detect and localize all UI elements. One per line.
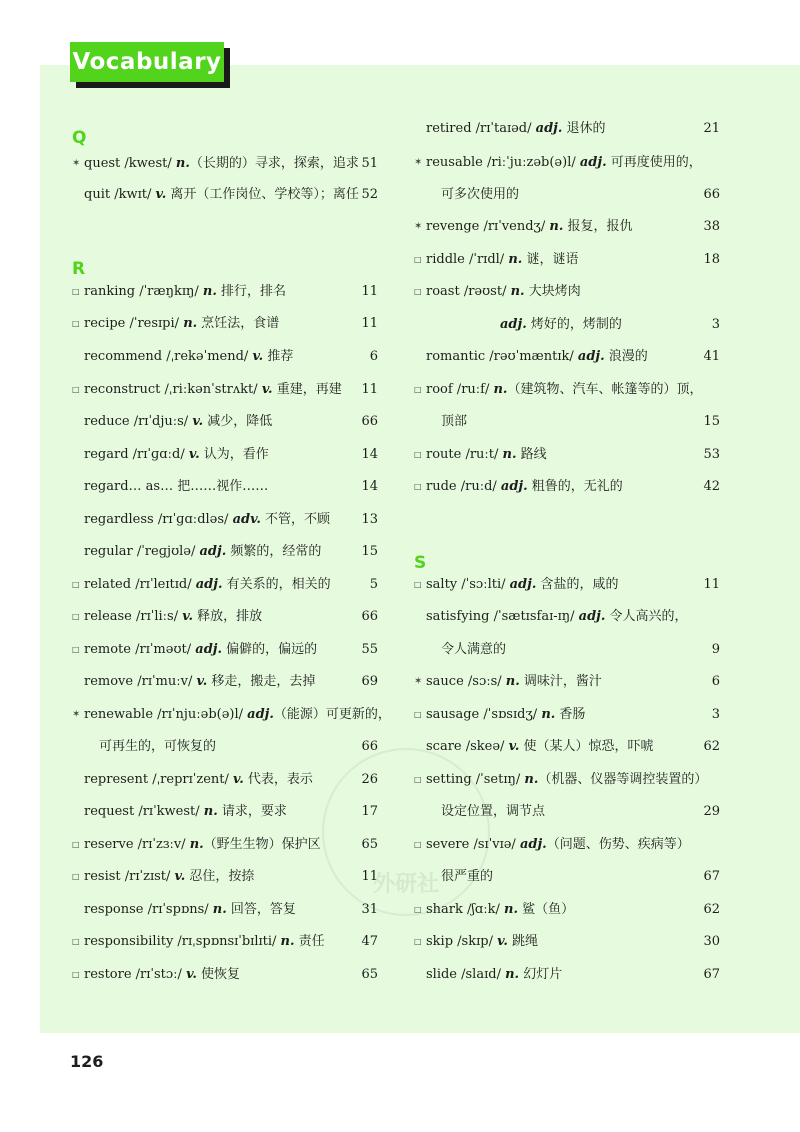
star-marker-icon: ✶ [414, 221, 423, 232]
entry-page-number: 65 [361, 967, 378, 982]
entry-page-number: 17 [361, 804, 378, 819]
entry-page-number: 53 [703, 447, 720, 462]
glossary-entry [72, 898, 378, 922]
entry-text: roast /rəʊst/ n. 大块烤肉 [426, 284, 581, 299]
glossary-entry [414, 963, 720, 987]
glossary-entry [414, 833, 720, 857]
entry-text: slide /slaɪd/ n. 幻灯片 [426, 967, 563, 982]
entry-text: regardless /rɪˈɡɑːdləs/ adv. 不管，不顾 [84, 512, 330, 527]
entry-text: quit /kwɪt/ v. 离开（工作岗位、学校等）；离任 [84, 187, 359, 202]
entry-text: 可多次使用的 [441, 187, 520, 202]
square-marker-icon: □ [72, 645, 80, 654]
glossary-entry [414, 117, 720, 141]
glossary-entry [414, 800, 720, 824]
square-marker-icon: □ [72, 937, 80, 946]
entry-text: rude /ruːd/ adj. 粗鲁的，无礼的 [426, 479, 623, 494]
entry-page-number: 14 [361, 447, 378, 462]
glossary-entry [72, 768, 378, 792]
entry-text: reserve /rɪˈzɜːv/ n.（野生生物）保护区 [84, 837, 321, 852]
star-marker-icon: ✶ [72, 709, 81, 720]
letter-heading-s: S [414, 553, 427, 573]
entry-page-number: 62 [703, 739, 720, 754]
entry-text: reconstruct /ˌriːkənˈstrʌkt/ v. 重建，再建 [84, 382, 342, 397]
star-marker-icon: ✶ [72, 158, 81, 169]
glossary-entry [72, 312, 378, 336]
entry-page-number: 51 [361, 156, 378, 171]
entry-text: response /rɪˈspɒns/ n. 回答，答复 [84, 902, 296, 917]
entry-page-number: 62 [703, 902, 720, 917]
entry-page-number: 66 [361, 414, 378, 429]
square-marker-icon: □ [414, 937, 422, 946]
glossary-entry [414, 378, 720, 402]
glossary-entry [414, 345, 720, 369]
entry-text: route /ruːt/ n. 路线 [426, 447, 547, 462]
glossary-entry [414, 475, 720, 499]
entry-text: satisfying /ˈsætɪsfaɪ-ɪŋ/ adj. 令人高兴的， [426, 609, 688, 624]
square-marker-icon: □ [72, 287, 80, 296]
glossary-entry [72, 540, 378, 564]
glossary-entry [414, 215, 720, 239]
entry-text: 可再生的，可恢复的 [99, 739, 217, 754]
letter-heading-q: Q [72, 128, 87, 148]
square-marker-icon: □ [72, 319, 80, 328]
entry-text: renewable /rɪˈnjuːəb(ə)l/ adj.（能源）可更新的， [84, 707, 391, 722]
entry-page-number: 31 [361, 902, 378, 917]
entry-text: responsibility /rɪˌspɒnsɪˈbɪlɪti/ n. 责任 [84, 934, 325, 949]
glossary-entry [414, 703, 720, 727]
glossary-entry [414, 183, 720, 207]
entry-page-number: 29 [703, 804, 720, 819]
entry-page-number: 11 [361, 869, 378, 884]
entry-text: setting /ˈsetɪŋ/ n.（机器、仪器等调控装置的） [426, 772, 708, 787]
glossary-entry [72, 152, 378, 176]
entry-page-number: 65 [361, 837, 378, 852]
entry-page-number: 15 [703, 414, 720, 429]
entry-text: scare /skeə/ v. 使（某人）惊恐，吓唬 [426, 739, 654, 754]
glossary-entry [414, 768, 720, 792]
square-marker-icon: □ [414, 255, 422, 264]
entry-text: regard /rɪˈɡɑːd/ v. 认为，看作 [84, 447, 269, 462]
entry-page-number: 11 [361, 316, 378, 331]
glossary-entry [72, 638, 378, 662]
glossary-entry [72, 930, 378, 954]
entry-text: revenge /rɪˈvendʒ/ n. 报复，报仇 [426, 219, 633, 234]
star-marker-icon: ✶ [414, 157, 423, 168]
entry-text: 令人满意的 [441, 642, 507, 657]
glossary-entry [72, 345, 378, 369]
glossary-entry [414, 280, 720, 304]
entry-page-number: 5 [369, 577, 378, 592]
entry-text: recipe /ˈresɪpi/ n. 烹饪法，食谱 [84, 316, 280, 331]
entry-text: request /rɪˈkwest/ n. 请求，要求 [84, 804, 287, 819]
square-marker-icon: □ [72, 385, 80, 394]
glossary-entry [72, 703, 391, 727]
entry-text: skip /skɪp/ v. 跳绳 [426, 934, 539, 949]
entry-page-number: 66 [361, 739, 378, 754]
letter-heading-r: R [72, 259, 86, 279]
entry-text: reusable /riːˈjuːzəb(ə)l/ adj. 可再度使用的， [426, 155, 702, 170]
entry-page-number: 55 [361, 642, 378, 657]
glossary-entry [72, 605, 378, 629]
glossary-entry [414, 151, 720, 175]
entry-text: severe /sɪˈvɪə/ adj.（问题、伤势、疾病等） [426, 837, 690, 852]
entry-text: ranking /ˈræŋkɪŋ/ n. 排行，排名 [84, 284, 287, 299]
entry-page-number: 13 [361, 512, 378, 527]
entry-page-number: 42 [703, 479, 720, 494]
entry-text: sauce /sɔːs/ n. 调味汁，酱汁 [426, 674, 602, 689]
entry-page-number: 11 [703, 577, 720, 592]
square-marker-icon: □ [414, 287, 422, 296]
entry-text: reduce /rɪˈdjuːs/ v. 减少，降低 [84, 414, 273, 429]
glossary-entry [414, 605, 720, 629]
entry-page-number: 11 [361, 284, 378, 299]
entry-page-number: 15 [361, 544, 378, 559]
entry-page-number: 6 [369, 349, 378, 364]
glossary-entry [414, 443, 720, 467]
entry-page-number: 11 [361, 382, 378, 397]
entry-text: release /rɪˈliːs/ v. 释放，排放 [84, 609, 263, 624]
entry-page-number: 67 [703, 967, 720, 982]
entry-text: 很严重的 [441, 869, 494, 884]
entry-page-number: 6 [711, 674, 720, 689]
entry-text: shark /ʃɑːk/ n. 鲨（鱼） [426, 902, 575, 917]
glossary-entry [414, 670, 720, 694]
square-marker-icon: □ [72, 580, 80, 589]
entry-text: riddle /ˈrɪdl/ n. 谜，谜语 [426, 252, 579, 267]
page-number: 126 [70, 1052, 104, 1071]
glossary-entry [72, 183, 378, 207]
entry-page-number: 18 [703, 252, 720, 267]
square-marker-icon: □ [72, 612, 80, 621]
entry-text: retired /rɪˈtaɪəd/ adj. 退休的 [426, 121, 606, 136]
entry-text: resist /rɪˈzɪst/ v. 忍住，按捺 [84, 869, 255, 884]
glossary-entry [72, 475, 378, 499]
square-marker-icon: □ [414, 905, 422, 914]
glossary-entry [414, 638, 720, 662]
glossary-entry [414, 410, 720, 434]
square-marker-icon: □ [72, 970, 80, 979]
glossary-entry [72, 280, 378, 304]
entry-page-number: 3 [711, 317, 720, 332]
entry-text: remove /rɪˈmuːv/ v. 移走，搬走，去掉 [84, 674, 316, 689]
glossary-entry [414, 735, 720, 759]
watermark-logo: 外研社 [322, 748, 490, 916]
entry-page-number: 9 [711, 642, 720, 657]
entry-page-number: 21 [703, 121, 720, 136]
entry-page-number: 52 [361, 187, 378, 202]
entry-text: salty /ˈsɔːlti/ adj. 含盐的，咸的 [426, 577, 619, 592]
entry-text: regular /ˈreɡjʊlə/ adj. 频繁的，经常的 [84, 544, 322, 559]
square-marker-icon: □ [72, 872, 80, 881]
entry-page-number: 30 [703, 934, 720, 949]
square-marker-icon: □ [414, 385, 422, 394]
entry-page-number: 67 [703, 869, 720, 884]
square-marker-icon: □ [414, 840, 422, 849]
glossary-entry [72, 735, 378, 759]
entry-text: represent /ˌreprɪˈzent/ v. 代表，表示 [84, 772, 313, 787]
entry-text: adj. 烤好的，烤制的 [500, 317, 622, 332]
glossary-entry [72, 833, 378, 857]
glossary-entry [414, 865, 720, 889]
entry-page-number: 66 [361, 609, 378, 624]
entry-text: 设定位置，调节点 [441, 804, 546, 819]
glossary-entry [72, 670, 378, 694]
glossary-entry [72, 443, 378, 467]
entry-page-number: 69 [361, 674, 378, 689]
entry-text: restore /rɪˈstɔː/ v. 使恢复 [84, 967, 240, 982]
glossary-entry [72, 963, 378, 987]
entry-text: 顶部 [441, 414, 468, 429]
square-marker-icon: □ [414, 710, 422, 719]
entry-text: remote /rɪˈməʊt/ adj. 偏僻的，偏远的 [84, 642, 318, 657]
entry-page-number: 38 [703, 219, 720, 234]
glossary-entry [72, 800, 378, 824]
star-marker-icon: ✶ [414, 676, 423, 687]
entry-text: regard… as… 把……视作…… [84, 479, 269, 494]
entry-page-number: 41 [703, 349, 720, 364]
entry-text: quest /kwest/ n.（长期的）寻求，探索，追求 [84, 156, 359, 171]
entry-text: romantic /rəʊˈmæntɪk/ adj. 浪漫的 [426, 349, 648, 364]
glossary-entry [72, 865, 378, 889]
glossary-entry [72, 573, 378, 597]
glossary-entry [72, 508, 378, 532]
glossary-entry [414, 248, 720, 272]
entry-page-number: 66 [703, 187, 720, 202]
entry-page-number: 14 [361, 479, 378, 494]
glossary-entry [72, 378, 378, 402]
entry-text: related /rɪˈleɪtɪd/ adj. 有关系的，相关的 [84, 577, 331, 592]
glossary-entry [414, 573, 720, 597]
entry-text: recommend /ˌrekəˈmend/ v. 推荐 [84, 349, 294, 364]
square-marker-icon: □ [72, 840, 80, 849]
square-marker-icon: □ [414, 580, 422, 589]
entry-text: roof /ruːf/ n.（建筑物、汽车、帐篷等的）顶， [426, 382, 703, 397]
entry-page-number: 47 [361, 934, 378, 949]
square-marker-icon: □ [414, 775, 422, 784]
glossary-entry [414, 930, 720, 954]
glossary-entry [72, 410, 378, 434]
glossary-entry [414, 898, 720, 922]
entry-page-number: 26 [361, 772, 378, 787]
glossary-entry [414, 313, 720, 337]
square-marker-icon: □ [414, 450, 422, 459]
section-title: Vocabulary [70, 42, 224, 82]
entry-text: sausage /ˈsɒsɪdʒ/ n. 香肠 [426, 707, 586, 722]
square-marker-icon: □ [414, 482, 422, 491]
entry-page-number: 3 [711, 707, 720, 722]
